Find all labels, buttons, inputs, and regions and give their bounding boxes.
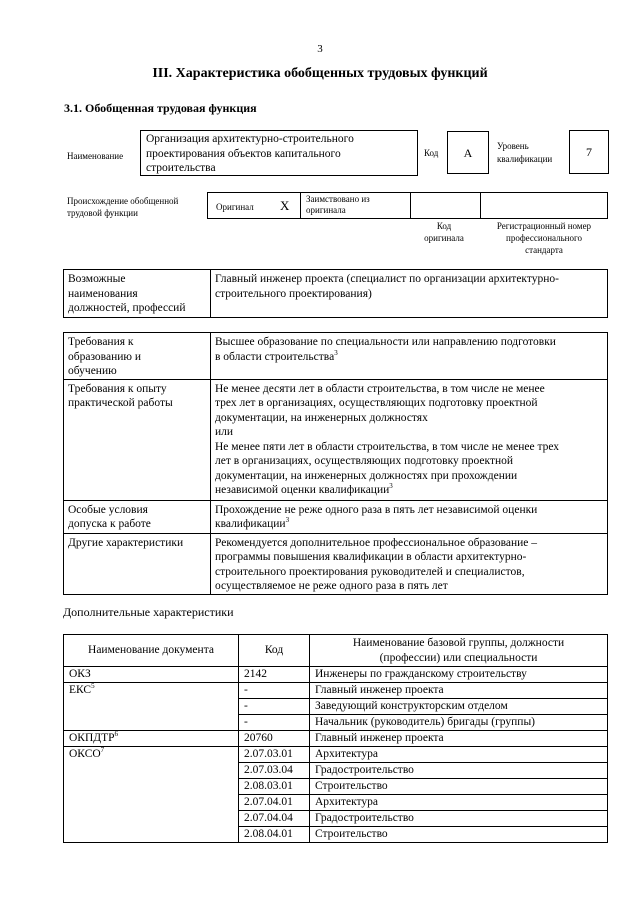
original-mark: X <box>280 198 290 213</box>
section-title: III. Характеристика обобщенных трудовых функций <box>152 66 488 81</box>
value-line: Не менее пяти лет в области строительства, в том числе не менее трех <box>215 440 560 453</box>
doc-cell <box>64 731 239 747</box>
code-label: Код <box>424 148 439 158</box>
name-cell: Строительство <box>310 779 608 795</box>
positions-label-line: наименования <box>68 287 138 300</box>
name-cell: Архитектура <box>310 747 608 763</box>
other-label <box>64 533 211 594</box>
name-cell: Заведующий конструкторским отделом <box>310 699 608 715</box>
code-cell: 2.07.04.01 <box>239 795 310 811</box>
positions-label-line: должностей, профессий <box>68 302 186 314</box>
origin-divider-2 <box>410 193 411 218</box>
requirement-row <box>64 333 608 380</box>
header-name-line: Наименование базовой группы, должности <box>352 636 565 649</box>
name-cell: Градостроительство <box>310 763 608 779</box>
code-cell: 2.07.04.04 <box>239 811 310 827</box>
value-line: программы повышения квалификации в области архитектурно- <box>215 551 527 563</box>
doc-cell <box>64 683 239 731</box>
value-line <box>215 517 603 532</box>
positions-label-line: Возможные <box>68 273 126 285</box>
name-cell: Архитектура <box>310 795 608 811</box>
label-line: Особые условия <box>68 503 148 516</box>
label-line: практической работы <box>68 397 173 409</box>
experience-label <box>64 379 211 500</box>
header-name <box>310 635 608 667</box>
origin-divider-3 <box>480 193 481 218</box>
code-original-caption-1: Код <box>436 221 452 231</box>
code-cell: 20760 <box>239 731 310 747</box>
name-box <box>140 130 418 176</box>
value-line: документации, на инженерных должностях <box>215 411 428 424</box>
name-cell: Инженеры по гражданскому строительству <box>310 667 608 683</box>
name-label: Наименование <box>67 151 124 161</box>
additional-title: Дополнительные характеристики <box>63 605 234 619</box>
borrowed-label-1: Заимствовано из <box>306 194 370 204</box>
header-doc: Наименование документа <box>64 635 239 667</box>
footnote-ref: 3 <box>334 348 338 357</box>
requirement-row <box>64 533 608 594</box>
footnote-ref: 3 <box>285 516 290 525</box>
code-cell: - <box>239 683 310 699</box>
value-line: Прохождение не реже одного раза в пять лет независимой оценки <box>215 503 538 516</box>
additional-table <box>63 634 608 843</box>
value-line-text: независимой оценки квалификации <box>215 484 390 496</box>
code-cell: 2142 <box>239 667 310 683</box>
name-cell: Градостроительство <box>310 811 608 827</box>
label-line: Требования к опыту <box>68 382 167 395</box>
code-cell: 2.08.03.01 <box>239 779 310 795</box>
doc-text: ОКЗ <box>69 668 91 680</box>
origin-label-1: Происхождение обобщенной <box>67 196 179 206</box>
education-label <box>64 333 211 380</box>
doc-text: ОКПДТР <box>69 732 115 744</box>
additional-header-row <box>64 635 608 667</box>
positions-table <box>63 269 608 318</box>
value-line: строительного проектирования руководителей и специалистов, <box>215 565 525 578</box>
value-line <box>215 350 603 365</box>
page-number: 3 <box>317 43 323 55</box>
code-cell: 2.07.03.01 <box>239 747 310 763</box>
level-label-2: квалификации <box>497 154 553 164</box>
positions-value-line: строительного проектирования) <box>215 287 372 300</box>
subsection-title: 3.1. Обобщенная трудовая функция <box>64 101 257 115</box>
label-line: обучению <box>68 365 117 377</box>
header-code: Код <box>239 635 310 667</box>
reg-number-caption-1: Регистрационный номер <box>496 221 592 231</box>
special-conditions-value <box>211 500 608 533</box>
table-row <box>64 747 608 763</box>
special-conditions-label <box>64 500 211 533</box>
value-line: лет в организациях, осуществляющих подготовку проектной <box>215 455 514 467</box>
requirement-row <box>64 379 608 500</box>
level-label-1: Уровень <box>497 141 529 151</box>
code-cell: 2.07.03.04 <box>239 763 310 779</box>
level-value: 7 <box>586 145 592 159</box>
value-line: или <box>215 426 234 438</box>
origin-box <box>207 192 608 219</box>
label-line: образованию и <box>68 350 141 363</box>
value-line: Рекомендуется дополнительное профессиональное образование – <box>215 536 538 549</box>
value-line: осуществляемое не реже одного раза в пять лет <box>215 580 448 592</box>
reg-number-caption-3: стандарта <box>525 245 563 255</box>
code-box <box>447 131 489 174</box>
code-cell: 2.08.04.01 <box>239 827 310 843</box>
value-line-text: в области строительства <box>215 350 335 363</box>
requirements-table <box>63 332 608 595</box>
table-row <box>64 731 608 747</box>
table-row <box>64 667 608 683</box>
value-line-text: квалификации <box>215 518 286 530</box>
positions-label <box>64 270 211 318</box>
name-cell: Главный инженер проекта <box>310 683 608 699</box>
value-line: Высшее образование по специальности или направлению подготовки <box>215 336 556 348</box>
code-value: А <box>463 146 473 160</box>
doc-text: ЕКС <box>69 684 92 696</box>
doc-text: ОКСО <box>69 748 101 760</box>
code-original-caption-2: оригинала <box>424 233 464 243</box>
original-label: Оригинал <box>216 202 254 212</box>
footnote-ref: 5 <box>91 682 95 691</box>
other-value <box>211 533 608 594</box>
value-line: документации, на инженерных должностях при прохождении <box>215 469 518 482</box>
experience-value <box>211 379 608 500</box>
code-cell: - <box>239 699 310 715</box>
label-line: Требования к <box>68 336 134 348</box>
doc-cell <box>64 667 239 683</box>
origin-divider-1 <box>300 193 301 218</box>
name-cell: Строительство <box>310 827 608 843</box>
positions-value-line: Главный инженер проекта (специалист по организации архитектурно- <box>215 273 559 285</box>
header-name-line: (профессии) или специальности <box>379 651 538 664</box>
reg-number-caption-2: профессионального <box>506 233 582 243</box>
footnote-ref: 3 <box>389 482 393 491</box>
label-line: допуска к работе <box>68 518 151 530</box>
footnote-ref: 7 <box>100 746 105 755</box>
level-box <box>569 130 609 174</box>
positions-value <box>211 270 608 318</box>
origin-label-2: трудовой функции <box>67 208 138 218</box>
value-line: Не менее десяти лет в области строительства, в том числе не менее <box>215 382 545 395</box>
label-line: Другие характеристики <box>68 536 184 549</box>
borrowed-label-2: оригинала <box>306 205 346 215</box>
name-cell: Начальник (руководитель) бригады (группы) <box>310 715 608 731</box>
value-line: трех лет в организациях, осуществляющих подготовку проектной <box>215 397 538 409</box>
footnote-ref: 6 <box>114 730 119 739</box>
education-value <box>211 333 608 380</box>
name-cell: Главный инженер проекта <box>310 731 608 747</box>
value-line <box>215 483 603 498</box>
requirement-row <box>64 500 608 533</box>
code-cell: - <box>239 715 310 731</box>
doc-cell <box>64 747 239 843</box>
positions-row <box>64 270 608 318</box>
table-row <box>64 683 608 699</box>
name-value: Организация архитектурно-строительного проектирования объектов капитального строительства <box>146 133 354 174</box>
